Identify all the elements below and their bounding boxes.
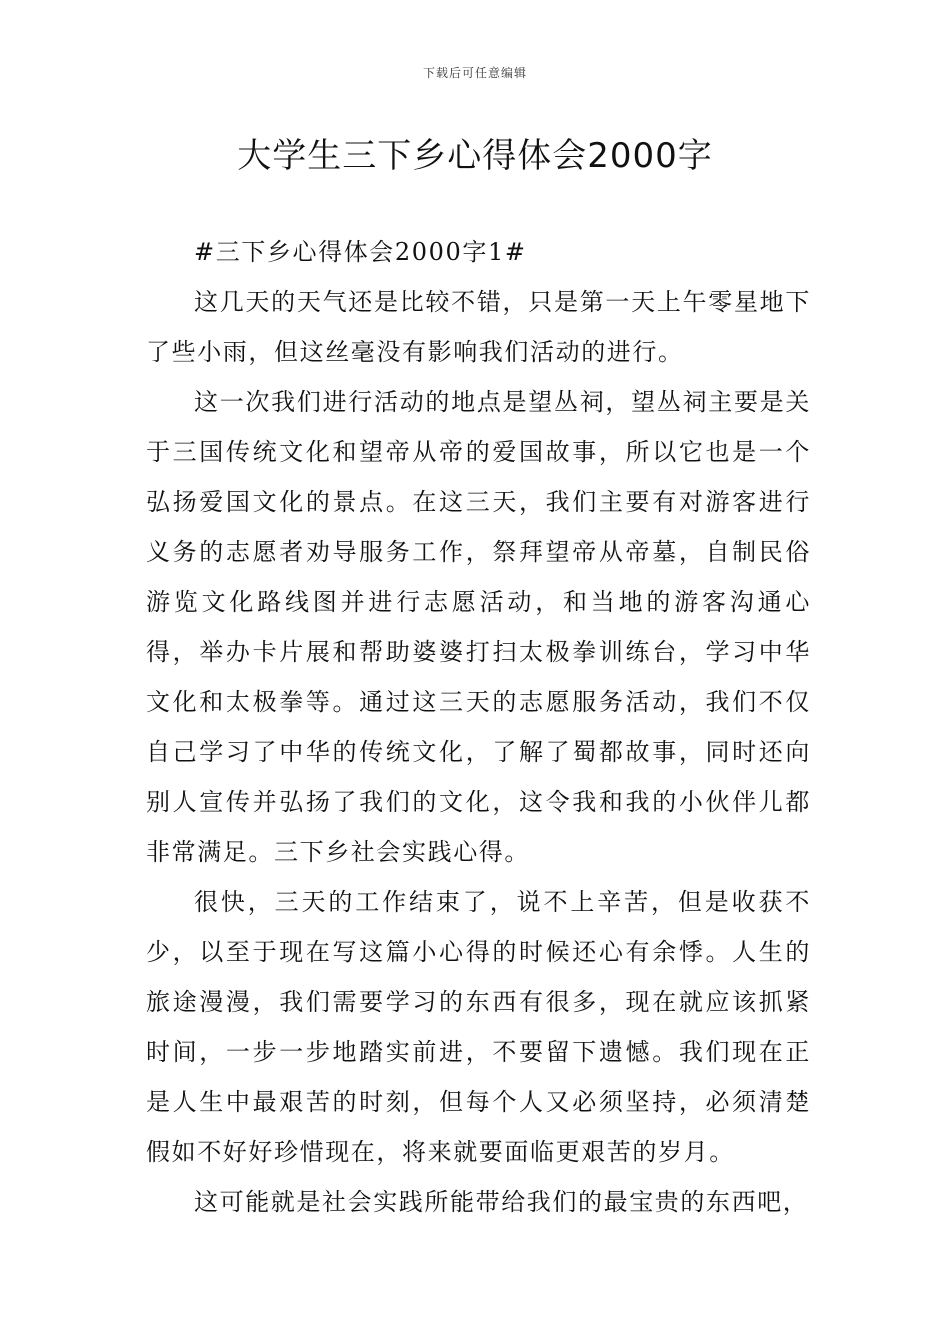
body-paragraph: 这可能就是社会实践所能带给我们的最宝贵的东西吧， xyxy=(194,1188,809,1216)
body-paragraph: 这一次我们进行活动的地点是望丛祠，望丛祠主要是关于三国传统文化和望帝从帝的爱国故事，所以它也是一个弘扬爱国文化的景点。在这三天，我们主要有对游客进行义务的志愿者劝导服务工作，祭拜望帝从帝墓，自制民俗游览文化路线图并进行志愿活动，和当地的游客沟通心得，举办卡片展和帮助婆婆打扫太极拳训练台，学习中华文化和太极拳等。通过这三天的志愿服务活动，我们不仅自己学习了中华的传统文化，了解了蜀都故事，同时还向别人宣传并弘扬了我们的文化，这令我和我的小伙伴儿都非常满足。三下乡社会实践心得。 xyxy=(146,388,811,866)
document-title: 大学生三下乡心得体会2000字 xyxy=(237,136,713,176)
header-note: 下载后可任意编辑 xyxy=(422,66,527,80)
document-body xyxy=(146,227,811,1227)
section-subheading: #三下乡心得体会2000字1# xyxy=(194,238,527,266)
body-paragraph: 这几天的天气还是比较不错，只是第一天上午零星地下了些小雨，但这丝毫没有影响我们活动的进行。 xyxy=(146,288,811,366)
body-paragraph: 很快，三天的工作结束了，说不上辛苦，但是收获不少，以至于现在写这篇小心得的时候还心有余悸。人生的旅途漫漫，我们需要学习的东西有很多，现在就应该抓紧时间，一步一步地踏实前进，不要留下遗憾。我们现在正是人生中最艰苦的时刻，但每个人又必须坚持，必须清楚假如不好好珍惜现在，将来就要面临更艰苦的岁月。 xyxy=(146,888,811,1166)
